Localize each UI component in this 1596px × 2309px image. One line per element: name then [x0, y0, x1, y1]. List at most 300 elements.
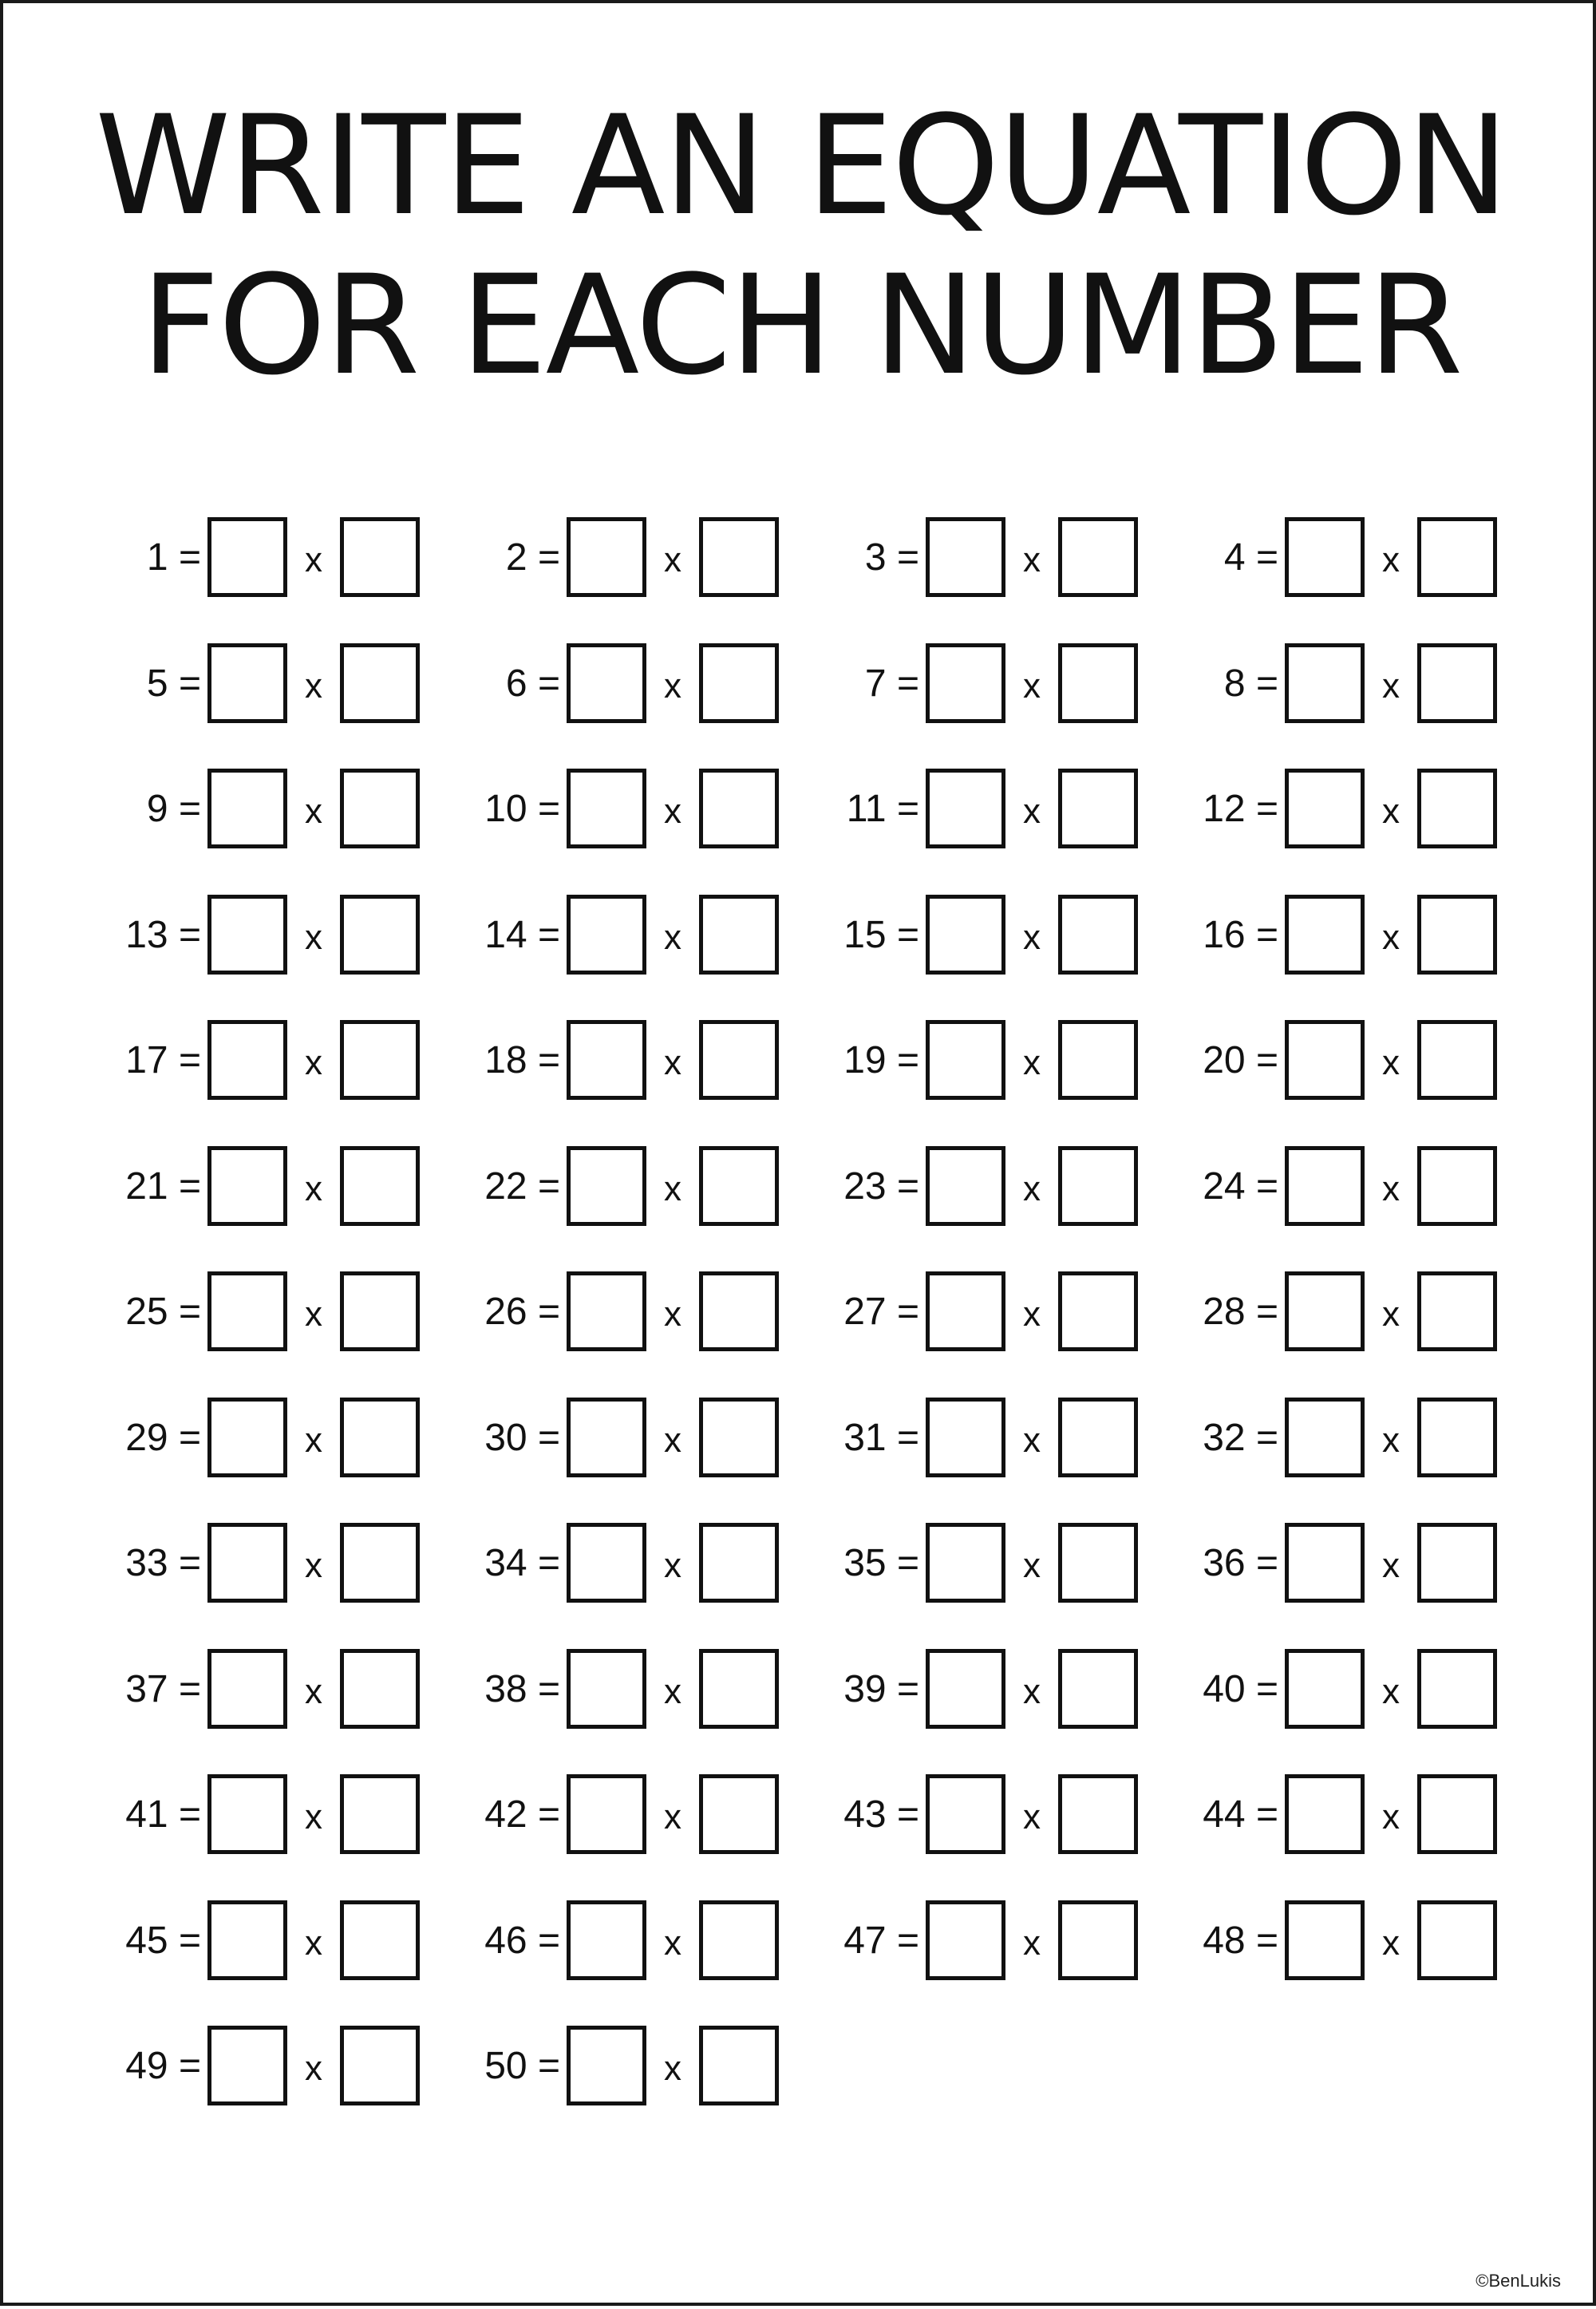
- factor-box-2[interactable]: [1058, 1523, 1138, 1603]
- times-sign: x: [1023, 666, 1041, 706]
- equation-item: [474, 1394, 809, 1482]
- equation-number: [115, 640, 201, 728]
- times-sign: x: [1023, 1546, 1041, 1585]
- times-sign: x: [1023, 1797, 1041, 1837]
- equals-sign: =: [1255, 1416, 1278, 1459]
- equals-sign: =: [1255, 1793, 1278, 1836]
- times-sign: x: [305, 917, 322, 957]
- equation-item: [1192, 892, 1527, 979]
- factor-box-2[interactable]: [699, 1649, 779, 1729]
- equals-sign: =: [896, 1542, 919, 1584]
- times-sign: x: [664, 2049, 681, 2088]
- equation-number-value: 7: [864, 662, 887, 705]
- equation-item: [115, 765, 450, 853]
- times-sign: x: [1382, 1923, 1400, 1963]
- factor-box-1[interactable]: [1285, 1649, 1365, 1729]
- factor-box-2[interactable]: [1058, 1900, 1138, 1980]
- equation-number: [833, 514, 919, 602]
- factor-box-1[interactable]: [567, 2026, 646, 2105]
- factor-box-2[interactable]: [340, 1774, 420, 1854]
- equals-sign: =: [537, 1542, 560, 1584]
- equals-sign: =: [178, 1416, 201, 1459]
- factor-box-2[interactable]: [699, 2026, 779, 2105]
- equation-number-value: 25: [125, 1291, 168, 1333]
- times-sign: x: [305, 792, 322, 831]
- factor-box-2[interactable]: [340, 1649, 420, 1729]
- equation-number: [115, 1897, 201, 1985]
- factor-box-1[interactable]: [926, 1146, 1005, 1226]
- equation-item: [474, 1771, 809, 1859]
- equals-sign: =: [537, 1164, 560, 1208]
- equation-item: [1192, 514, 1527, 602]
- factor-box-2[interactable]: [1058, 895, 1138, 975]
- factor-box-2[interactable]: [1417, 895, 1497, 975]
- equation-number-value: 34: [484, 1542, 527, 1584]
- equation-number: [474, 765, 560, 853]
- equals-sign: =: [896, 1667, 919, 1710]
- factor-box-1[interactable]: [567, 1523, 646, 1603]
- times-sign: x: [664, 666, 681, 706]
- equation-number: [833, 765, 919, 853]
- factor-box-2[interactable]: [340, 1146, 420, 1226]
- times-sign: x: [1023, 1295, 1041, 1334]
- factor-box-2[interactable]: [340, 1900, 420, 1980]
- equals-sign: =: [896, 1793, 919, 1836]
- equals-sign: =: [537, 1416, 560, 1459]
- equals-sign: =: [178, 1793, 201, 1836]
- times-sign: x: [1382, 792, 1400, 831]
- times-sign: x: [1382, 1671, 1400, 1711]
- equation-number-value: 13: [125, 913, 168, 956]
- equation-number-value: 40: [1203, 1667, 1246, 1710]
- equation-number: [115, 1143, 201, 1231]
- equation-number-value: 45: [125, 1919, 168, 1962]
- factor-box-2[interactable]: [340, 643, 420, 723]
- factor-box-1[interactable]: [1285, 895, 1365, 975]
- factor-box-1[interactable]: [207, 895, 287, 975]
- times-sign: x: [1023, 792, 1041, 831]
- equation-number-value: 12: [1203, 788, 1246, 830]
- factor-box-2[interactable]: [1417, 1774, 1497, 1854]
- equation-item: [115, 1646, 450, 1734]
- equals-sign: =: [178, 1542, 201, 1584]
- factor-box-2[interactable]: [340, 1020, 420, 1100]
- factor-box-2[interactable]: [340, 1398, 420, 1477]
- factor-box-1[interactable]: [926, 1271, 1005, 1351]
- equation-item: [1192, 1520, 1527, 1607]
- factor-box-1[interactable]: [1285, 1271, 1365, 1351]
- equation-number: [833, 1143, 919, 1231]
- equation-item: [115, 2022, 450, 2110]
- equation-number: [115, 1017, 201, 1105]
- times-sign: x: [1023, 1420, 1041, 1460]
- factor-box-1[interactable]: [926, 1020, 1005, 1100]
- times-sign: x: [664, 1420, 681, 1460]
- equals-sign: =: [1255, 662, 1278, 705]
- factor-box-2[interactable]: [1058, 769, 1138, 848]
- equation-number-value: 43: [843, 1793, 887, 1836]
- factor-box-1[interactable]: [567, 517, 646, 597]
- times-sign: x: [305, 2049, 322, 2088]
- factor-box-1[interactable]: [567, 1271, 646, 1351]
- equation-number: [1192, 1520, 1278, 1607]
- equation-item: [474, 1520, 809, 1607]
- equation-number-value: 29: [125, 1416, 168, 1459]
- factor-box-2[interactable]: [340, 1271, 420, 1351]
- times-sign: x: [664, 917, 681, 957]
- equation-number: [1192, 514, 1278, 602]
- equation-number: [1192, 1897, 1278, 1985]
- factor-box-1[interactable]: [207, 1146, 287, 1226]
- factor-box-1[interactable]: [567, 1774, 646, 1854]
- equals-sign: =: [178, 913, 201, 956]
- factor-box-1[interactable]: [207, 1020, 287, 1100]
- equation-number: [474, 1520, 560, 1607]
- equation-number-value: 32: [1203, 1416, 1246, 1459]
- equals-sign: =: [178, 1291, 201, 1333]
- equation-item: [115, 1520, 450, 1607]
- factor-box-1[interactable]: [1285, 1774, 1365, 1854]
- equation-item: [833, 1897, 1168, 1985]
- times-sign: x: [305, 1043, 322, 1082]
- factor-box-1[interactable]: [567, 1020, 646, 1100]
- factor-box-2[interactable]: [1417, 1271, 1497, 1351]
- equals-sign: =: [896, 788, 919, 830]
- equation-item: [833, 1143, 1168, 1231]
- factor-box-2[interactable]: [699, 1398, 779, 1477]
- equation-number: [474, 1771, 560, 1859]
- equals-sign: =: [178, 1667, 201, 1710]
- equation-item: [115, 1017, 450, 1105]
- equation-number: [1192, 1771, 1278, 1859]
- equals-sign: =: [1255, 1039, 1278, 1081]
- factor-box-2[interactable]: [1417, 1020, 1497, 1100]
- equals-sign: =: [178, 1039, 201, 1081]
- factor-box-2[interactable]: [1417, 1523, 1497, 1603]
- equals-sign: =: [896, 536, 919, 579]
- equation-item: [833, 765, 1168, 853]
- equation-number-value: 19: [843, 1039, 887, 1081]
- equals-sign: =: [178, 536, 201, 579]
- equals-sign: =: [537, 536, 560, 579]
- factor-box-2[interactable]: [1417, 1398, 1497, 1477]
- equation-number: [833, 892, 919, 979]
- times-sign: x: [1023, 540, 1041, 579]
- equation-number: [1192, 1646, 1278, 1734]
- factor-box-1[interactable]: [926, 643, 1005, 723]
- factor-box-1[interactable]: [1285, 643, 1365, 723]
- equation-number-value: 14: [484, 913, 527, 956]
- equation-item: [833, 640, 1168, 728]
- times-sign: x: [305, 1797, 322, 1837]
- equation-item: [474, 892, 809, 979]
- factor-box-1[interactable]: [207, 1900, 287, 1980]
- equation-number-value: 31: [843, 1416, 887, 1459]
- equation-number-value: 6: [505, 662, 527, 705]
- equals-sign: =: [178, 1919, 201, 1962]
- equation-number-value: 20: [1203, 1039, 1246, 1081]
- factor-box-2[interactable]: [699, 1020, 779, 1100]
- equation-number: [833, 1017, 919, 1105]
- factor-box-2[interactable]: [1417, 1146, 1497, 1226]
- factor-box-1[interactable]: [207, 1398, 287, 1477]
- equation-item: [474, 1017, 809, 1105]
- equation-number: [115, 1771, 201, 1859]
- equation-number: [1192, 892, 1278, 979]
- factor-box-2[interactable]: [1058, 1020, 1138, 1100]
- factor-box-2[interactable]: [1417, 769, 1497, 848]
- equals-sign: =: [896, 662, 919, 705]
- equals-sign: =: [537, 788, 560, 830]
- equation-item: [1192, 1646, 1527, 1734]
- equation-grid: [3, 3, 1596, 2309]
- factor-box-1[interactable]: [567, 1649, 646, 1729]
- equation-number-value: 10: [484, 788, 527, 830]
- equation-number: [833, 640, 919, 728]
- factor-box-2[interactable]: [699, 1146, 779, 1226]
- factor-box-1[interactable]: [567, 769, 646, 848]
- factor-box-2[interactable]: [1417, 517, 1497, 597]
- equation-number: [833, 1771, 919, 1859]
- factor-box-2[interactable]: [1058, 517, 1138, 597]
- factor-box-1[interactable]: [1285, 517, 1365, 597]
- times-sign: x: [664, 1797, 681, 1837]
- equation-item: [1192, 1268, 1527, 1356]
- times-sign: x: [664, 1043, 681, 1082]
- equation-number-value: 37: [125, 1667, 168, 1710]
- times-sign: x: [664, 540, 681, 579]
- factor-box-1[interactable]: [926, 1398, 1005, 1477]
- times-sign: x: [664, 792, 681, 831]
- factor-box-2[interactable]: [1058, 643, 1138, 723]
- equation-number-value: 4: [1223, 536, 1246, 579]
- factor-box-2[interactable]: [699, 769, 779, 848]
- equation-number-value: 42: [484, 1793, 527, 1836]
- equals-sign: =: [1255, 788, 1278, 830]
- factor-box-2[interactable]: [340, 1523, 420, 1603]
- factor-box-2[interactable]: [1417, 1900, 1497, 1980]
- times-sign: x: [305, 1420, 322, 1460]
- factor-box-1[interactable]: [207, 517, 287, 597]
- factor-box-1[interactable]: [1285, 1146, 1365, 1226]
- equation-number-value: 27: [843, 1291, 887, 1333]
- equation-number: [115, 1646, 201, 1734]
- equation-item: [1192, 640, 1527, 728]
- equals-sign: =: [537, 1039, 560, 1081]
- equation-item: [474, 640, 809, 728]
- factor-box-1[interactable]: [567, 1398, 646, 1477]
- equation-number-value: 36: [1203, 1542, 1246, 1584]
- factor-box-1[interactable]: [207, 1271, 287, 1351]
- equation-number-value: 39: [843, 1667, 887, 1710]
- equation-item: [115, 1394, 450, 1482]
- equation-number-value: 21: [125, 1164, 168, 1208]
- times-sign: x: [1023, 1043, 1041, 1082]
- equation-number: [1192, 765, 1278, 853]
- equation-item: [833, 1268, 1168, 1356]
- equation-item: [474, 765, 809, 853]
- times-sign: x: [1382, 666, 1400, 706]
- times-sign: x: [305, 540, 322, 579]
- equation-item: [833, 514, 1168, 602]
- factor-box-1[interactable]: [207, 769, 287, 848]
- equation-number-value: 2: [505, 536, 527, 579]
- times-sign: x: [1382, 540, 1400, 579]
- equals-sign: =: [178, 788, 201, 830]
- equation-item: [833, 892, 1168, 979]
- factor-box-2[interactable]: [1058, 1649, 1138, 1729]
- factor-box-2[interactable]: [1417, 1649, 1497, 1729]
- times-sign: x: [1382, 917, 1400, 957]
- equation-number: [474, 1897, 560, 1985]
- equals-sign: =: [1255, 913, 1278, 956]
- equals-sign: =: [537, 1291, 560, 1333]
- factor-box-1[interactable]: [926, 1523, 1005, 1603]
- factor-box-2[interactable]: [1058, 1271, 1138, 1351]
- equation-number-value: 23: [843, 1164, 887, 1208]
- times-sign: x: [664, 1923, 681, 1963]
- equation-item: [1192, 1017, 1527, 1105]
- equation-item: [1192, 1771, 1527, 1859]
- factor-box-2[interactable]: [699, 1900, 779, 1980]
- equation-number: [474, 892, 560, 979]
- equation-number-value: 46: [484, 1919, 527, 1962]
- copyright-credit: ©BenLukis: [1476, 2271, 1561, 2291]
- times-sign: x: [1382, 1420, 1400, 1460]
- equation-number: [474, 1646, 560, 1734]
- equation-number-value: 24: [1203, 1164, 1246, 1208]
- equals-sign: =: [178, 662, 201, 705]
- times-sign: x: [305, 1671, 322, 1711]
- equation-number: [474, 1268, 560, 1356]
- equation-number-value: 11: [846, 788, 887, 830]
- factor-box-2[interactable]: [340, 769, 420, 848]
- times-sign: x: [1382, 1168, 1400, 1208]
- factor-box-2[interactable]: [340, 895, 420, 975]
- factor-box-1[interactable]: [567, 643, 646, 723]
- times-sign: x: [664, 1295, 681, 1334]
- equals-sign: =: [537, 1667, 560, 1710]
- equation-number-value: 8: [1223, 662, 1246, 705]
- equation-item: [474, 1268, 809, 1356]
- equals-sign: =: [178, 2045, 201, 2087]
- factor-box-1[interactable]: [1285, 769, 1365, 848]
- times-sign: x: [664, 1546, 681, 1585]
- factor-box-1[interactable]: [567, 1900, 646, 1980]
- factor-box-2[interactable]: [699, 1271, 779, 1351]
- factor-box-1[interactable]: [1285, 1900, 1365, 1980]
- factor-box-2[interactable]: [340, 517, 420, 597]
- equals-sign: =: [1255, 1667, 1278, 1710]
- factor-box-2[interactable]: [699, 1523, 779, 1603]
- equation-number: [115, 765, 201, 853]
- equation-number-value: 30: [484, 1416, 527, 1459]
- equation-number-value: 50: [484, 2045, 527, 2087]
- equation-item: [115, 514, 450, 602]
- factor-box-1[interactable]: [567, 1146, 646, 1226]
- factor-box-2[interactable]: [699, 895, 779, 975]
- factor-box-2[interactable]: [340, 2026, 420, 2105]
- equals-sign: =: [896, 1291, 919, 1333]
- worksheet-title-line-1: WRITE AN EQUATION: [95, 85, 1507, 246]
- equals-sign: =: [896, 913, 919, 956]
- equation-item: [474, 2022, 809, 2110]
- factor-box-1[interactable]: [926, 1774, 1005, 1854]
- times-sign: x: [1023, 1671, 1041, 1711]
- equation-number: [833, 1646, 919, 1734]
- factor-box-1[interactable]: [926, 517, 1005, 597]
- equation-number: [1192, 1017, 1278, 1105]
- equation-item: [833, 1771, 1168, 1859]
- factor-box-1[interactable]: [207, 643, 287, 723]
- equation-number: [115, 1394, 201, 1482]
- factor-box-1[interactable]: [207, 1649, 287, 1729]
- equation-item: [1192, 765, 1527, 853]
- equation-number-value: 26: [484, 1291, 527, 1333]
- factor-box-2[interactable]: [1417, 643, 1497, 723]
- equals-sign: =: [537, 2045, 560, 2087]
- factor-box-1[interactable]: [926, 1900, 1005, 1980]
- equation-number-value: 35: [843, 1542, 887, 1584]
- equation-number-value: 33: [125, 1542, 168, 1584]
- equation-number-value: 18: [484, 1039, 527, 1081]
- equation-item: [833, 1394, 1168, 1482]
- factor-box-1[interactable]: [207, 2026, 287, 2105]
- factor-box-2[interactable]: [1058, 1774, 1138, 1854]
- factor-box-1[interactable]: [1285, 1523, 1365, 1603]
- equation-number-value: 9: [146, 788, 168, 830]
- equals-sign: =: [537, 1919, 560, 1962]
- factor-box-2[interactable]: [699, 1774, 779, 1854]
- factor-box-1[interactable]: [926, 1649, 1005, 1729]
- factor-box-1[interactable]: [1285, 1020, 1365, 1100]
- equation-number: [474, 514, 560, 602]
- equation-number-value: 38: [484, 1667, 527, 1710]
- equals-sign: =: [1255, 1291, 1278, 1333]
- equation-number: [115, 1520, 201, 1607]
- equation-item: [474, 1897, 809, 1985]
- equation-item: [474, 1646, 809, 1734]
- equation-item: [115, 892, 450, 979]
- equation-number: [1192, 640, 1278, 728]
- equals-sign: =: [896, 1416, 919, 1459]
- times-sign: x: [305, 1546, 322, 1585]
- times-sign: x: [305, 666, 322, 706]
- times-sign: x: [1382, 1797, 1400, 1837]
- equals-sign: =: [1255, 1164, 1278, 1208]
- equation-number: [1192, 1143, 1278, 1231]
- times-sign: x: [305, 1168, 322, 1208]
- factor-box-1[interactable]: [926, 895, 1005, 975]
- equation-number: [474, 1394, 560, 1482]
- factor-box-2[interactable]: [699, 643, 779, 723]
- factor-box-2[interactable]: [1058, 1146, 1138, 1226]
- equation-number-value: 41: [125, 1793, 168, 1836]
- times-sign: x: [305, 1923, 322, 1963]
- factor-box-1[interactable]: [207, 1774, 287, 1854]
- factor-box-2[interactable]: [1058, 1398, 1138, 1477]
- factor-box-1[interactable]: [926, 769, 1005, 848]
- equation-number: [833, 1394, 919, 1482]
- equation-number: [833, 1897, 919, 1985]
- factor-box-1[interactable]: [207, 1523, 287, 1603]
- equation-item: [115, 1771, 450, 1859]
- factor-box-2[interactable]: [699, 517, 779, 597]
- equation-number-value: 17: [125, 1039, 168, 1081]
- factor-box-1[interactable]: [567, 895, 646, 975]
- factor-box-1[interactable]: [1285, 1398, 1365, 1477]
- equals-sign: =: [1255, 536, 1278, 579]
